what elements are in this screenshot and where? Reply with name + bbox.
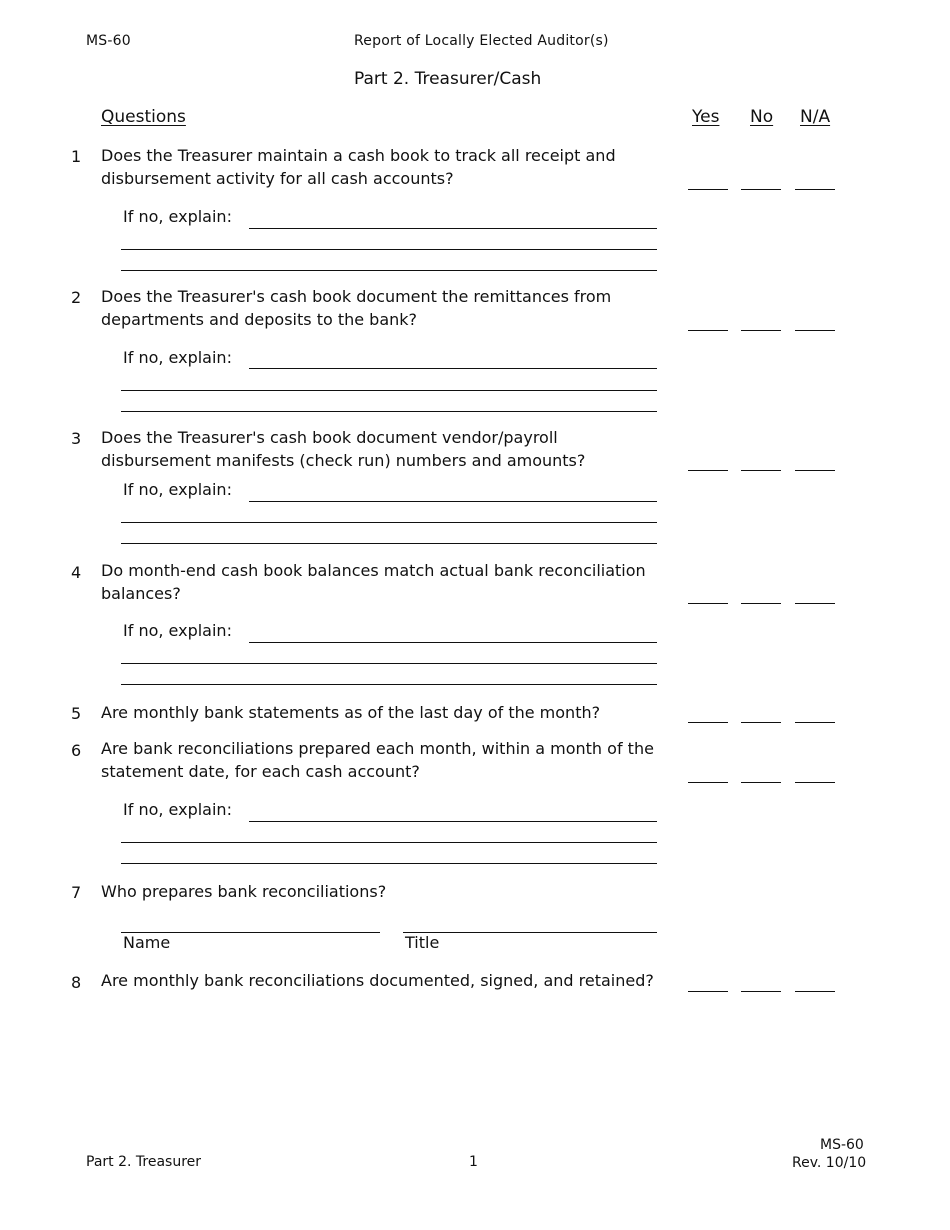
question-3-explain-label: If no, explain: xyxy=(123,480,232,499)
question-4-explain-line-1[interactable] xyxy=(249,642,657,643)
question-3-text: Does the Treasurer's cash book document vendor/payroll disbursement manifests (check run) numbers and amounts? xyxy=(101,428,586,470)
question-2-explain-line-1[interactable] xyxy=(249,368,657,369)
question-4-explain-line-3[interactable] xyxy=(121,684,657,685)
question-6-explain-line-2[interactable] xyxy=(121,842,657,843)
question-8-yes-blank[interactable] xyxy=(688,991,728,992)
question-6-no-blank[interactable] xyxy=(741,782,781,783)
questions-column-header: Questions xyxy=(101,107,186,127)
question-3-explain-line-1[interactable] xyxy=(249,501,657,502)
question-7-title-label: Title xyxy=(405,933,440,952)
page-number: 1 xyxy=(469,1154,478,1170)
question-4-na-blank[interactable] xyxy=(795,603,835,604)
question-2-yes-blank[interactable] xyxy=(688,330,728,331)
question-6-explain-label: If no, explain: xyxy=(123,800,232,819)
question-1-explain-label: If no, explain: xyxy=(123,207,232,226)
question-8-na-blank[interactable] xyxy=(795,991,835,992)
question-4-number: 4 xyxy=(71,563,82,582)
question-7-name-label: Name xyxy=(123,933,171,952)
question-3-na-blank[interactable] xyxy=(795,470,835,471)
question-6-explain-line-1[interactable] xyxy=(249,821,657,822)
question-3-explain-line-2[interactable] xyxy=(121,522,657,523)
question-4-explain-line-2[interactable] xyxy=(121,663,657,664)
question-2-explain-line-2[interactable] xyxy=(121,390,657,391)
question-5-na-blank[interactable] xyxy=(795,722,835,723)
question-1-text: Does the Treasurer maintain a cash book to track all receipt and disbursement activity for all cash accounts? xyxy=(101,146,616,188)
page-title: Part 2. Treasurer/Cash xyxy=(354,69,542,89)
question-3-explain-line-3[interactable] xyxy=(121,543,657,544)
question-4-yes-blank[interactable] xyxy=(688,603,728,604)
question-6-yes-blank[interactable] xyxy=(688,782,728,783)
question-2-na-blank[interactable] xyxy=(795,330,835,331)
question-6-explain-line-3[interactable] xyxy=(121,863,657,864)
question-1-yes-blank[interactable] xyxy=(688,189,728,190)
question-7-text: Who prepares bank reconciliations? xyxy=(101,882,387,901)
footer-revision: Rev. 10/10 xyxy=(792,1155,867,1171)
question-7-title-line[interactable] xyxy=(403,932,657,933)
question-8-number: 8 xyxy=(71,973,82,992)
question-1-explain-line-2[interactable] xyxy=(121,249,657,250)
question-3-no-blank[interactable] xyxy=(741,470,781,471)
question-2-explain-line-3[interactable] xyxy=(121,411,657,412)
question-4-no-blank[interactable] xyxy=(741,603,781,604)
question-8-text: Are monthly bank reconciliations documented, signed, and retained? xyxy=(101,971,654,990)
question-7-number: 7 xyxy=(71,883,82,902)
question-5-yes-blank[interactable] xyxy=(688,722,728,723)
yes-column-header: Yes xyxy=(692,107,720,127)
question-4-text: Do month-end cash book balances match actual bank reconciliation balances? xyxy=(101,561,646,603)
question-6-number: 6 xyxy=(71,741,82,760)
na-column-header: N/A xyxy=(800,107,831,127)
form-code: MS-60 xyxy=(86,33,131,49)
question-5-no-blank[interactable] xyxy=(741,722,781,723)
report-title: Report of Locally Elected Auditor(s) xyxy=(354,33,609,49)
question-2-no-blank[interactable] xyxy=(741,330,781,331)
question-3-yes-blank[interactable] xyxy=(688,470,728,471)
question-5-text: Are monthly bank statements as of the last day of the month? xyxy=(101,703,601,722)
question-2-explain-label: If no, explain: xyxy=(123,348,232,367)
question-6-text: Are bank reconciliations prepared each month, within a month of the statement date, for each cash account? xyxy=(101,739,654,781)
question-1-explain-line-1[interactable] xyxy=(249,228,657,229)
question-1-number: 1 xyxy=(71,147,82,166)
question-3-number: 3 xyxy=(71,429,82,448)
question-5-number: 5 xyxy=(71,704,82,723)
question-2-number: 2 xyxy=(71,288,82,307)
question-1-explain-line-3[interactable] xyxy=(121,270,657,271)
question-2-text: Does the Treasurer's cash book document the remittances from departments and deposits to the bank? xyxy=(101,287,612,329)
footer-form-code: MS-60 xyxy=(820,1137,864,1153)
no-column-header: No xyxy=(750,107,774,127)
question-8-no-blank[interactable] xyxy=(741,991,781,992)
question-4-explain-label: If no, explain: xyxy=(123,621,232,640)
footer-section: Part 2. Treasurer xyxy=(86,1154,202,1170)
question-6-na-blank[interactable] xyxy=(795,782,835,783)
question-1-na-blank[interactable] xyxy=(795,189,835,190)
question-1-no-blank[interactable] xyxy=(741,189,781,190)
